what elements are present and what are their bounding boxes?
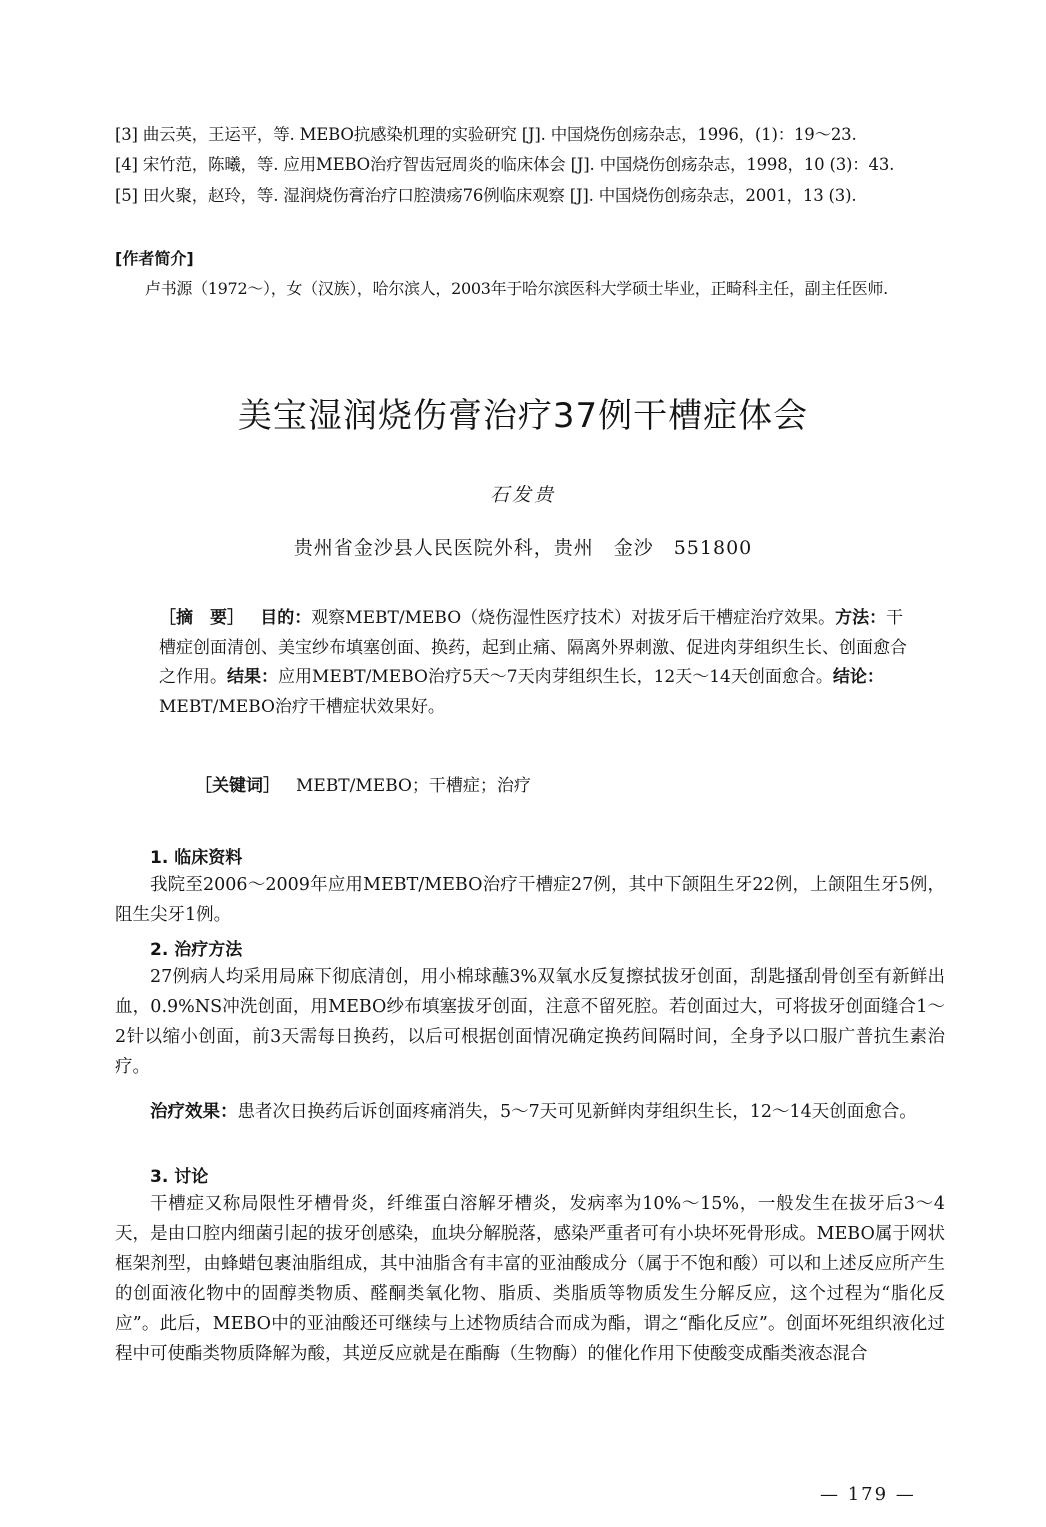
conclusion-text: MEBT/MEBO治疗干槽症状效果好。	[159, 696, 445, 717]
treatment-effect-text: 患者次日换药后诉创面疼痛消失，5～7天可见新鲜肉芽组织生长，12～14天创面愈合。	[237, 1102, 917, 1122]
keywords-label: ［关键词］	[195, 776, 280, 796]
treatment-effect-paragraph	[115, 1097, 945, 1127]
author-bio-text: 卢书源（1972～），女（汉族），哈尔滨人，2003年于哈尔滨医科大学硕士毕业，正畸科主任，副主任医师.	[145, 279, 888, 298]
section-3-text: 干槽症又称局限性牙槽骨炎，纤维蛋白溶解牙槽炎，发病率为10%～15%，一般发生在拔牙后3～4天，是由口腔内细菌引起的拔牙创感染，血块分解脱落，感染严重者可有小块坏死骨形成。MEBO属于网状框架剂型，由蜂蜡包裹油脂组成，其中油脂含有丰富的亚油酸成分（属于不饱和酸）可以和上述反应所产生的创面液化物中的固醇类物质、醛酮类氧化物、脂质、类脂质等物质发生分解反应，这个过程为“脂化反应”。此后，MEBO中的亚油酸还可继续与上述物质结合而成为酯，谓之“酯化反应”。创面坏死组织液化过程中可使酯类物质降解为酸，其逆反应就是在酯酶（生物酶）的催化作用下使酸变成酯类液态混合	[115, 1194, 945, 1364]
article-author: 石发贵	[489, 484, 556, 506]
abstract	[159, 604, 919, 722]
section-1-text: 我院至2006～2009年应用MEBT/MEBO治疗干槽症27例，其中下颌阻生牙22例，上颌阻生牙5例，阻生尖牙1例。	[115, 875, 945, 925]
page-number: — 179 —	[820, 1484, 916, 1505]
reference-3: [3] 曲云英，王运平，等. MEBO抗感染机理的实验研究 [J]. 中国烧伤创疡杂志，1996，(1)：19～23.	[115, 125, 857, 144]
section-2-heading: 2. 治疗方法	[150, 940, 243, 960]
author-bio-heading: [作者简介]	[115, 249, 194, 268]
keywords	[195, 771, 531, 796]
reference-5: [5] 田火聚，赵玲，等. 湿润烧伤膏治疗口腔溃疡76例临床观察 [J]. 中国烧伤创疡杂志，2001，13 (3).	[115, 186, 857, 205]
result-text: 应用MEBT/MEBO治疗5天～7天肉芽组织生长，12天～14天创面愈合。	[278, 667, 833, 687]
reference-4: [4] 宋竹范，陈曦，等. 应用MEBO治疗智齿冠周炎的临床体会 [J]. 中国烧伤创疡杂志，1998，10 (3)：43.	[115, 155, 895, 174]
method-text: 干槽症创面清创、美宝纱布填塞创面、换药，起到止痛、隔离外界刺激、促进肉芽组织生长、创面愈合之作用。	[159, 608, 907, 687]
section-1-heading: 1. 临床资料	[150, 848, 243, 868]
article-title: 美宝湿润烧伤膏治疗37例干槽症体会	[237, 396, 809, 436]
conclusion-label: 结论：	[832, 667, 884, 687]
objective-label: 目的：	[260, 608, 312, 628]
article-affiliation: 贵州省金沙县人民医院外科，贵州 金沙 551800	[293, 537, 753, 559]
section-3-heading: 3. 讨论	[150, 1167, 209, 1187]
keywords-text: MEBT/MEBO；干槽症；治疗	[296, 776, 531, 796]
objective-text: 观察MEBT/MEBO（烧伤湿性医疗技术）对拔牙后干槽症治疗效果。	[311, 608, 836, 628]
method-label: 方法：	[835, 608, 887, 628]
section-2-text: 27例病人均采用局麻下彻底清创，用小棉球蘸3%双氧水反复擦拭拔牙创面，刮匙搔刮骨创至有新鲜出血，0.9%NS冲洗创面，用MEBO纱布填塞拔牙创面，注意不留死腔。若创面过大，可将拔牙创面缝合1～2针以缩小创面，前3天需每日换药，以后可根据创面情况确定换药间隔时间，全身予以口服广普抗生素治疗。	[115, 967, 945, 1077]
treatment-effect-label: 治疗效果：	[150, 1102, 238, 1122]
abstract-label: ［摘 要］	[159, 608, 244, 628]
result-label: 结果：	[227, 667, 278, 687]
